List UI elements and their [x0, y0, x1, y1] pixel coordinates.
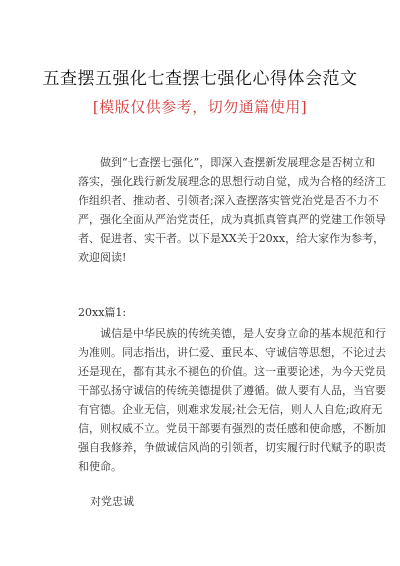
document-title: 五查摆五强化七查摆七强化心得体会范文 [42, 69, 358, 89]
intro-line: 严，强化全面从严治党责任，成为真抓真管真严的党建工作领导 [78, 213, 386, 226]
body-line: 干部弘扬守诚信的传统美德提供了遵循。做人要有人品，当官要 [78, 384, 386, 397]
intro-line: 欢迎阅读! [78, 251, 127, 264]
intro-line: 做到“七查摆七强化”，即深入查摆新发展理念是否树立和 [78, 156, 376, 169]
body-line: 有官德。企业无信，则难求发展;社会无信，则人人自危;政府无 [78, 403, 383, 416]
intro-line: 落实，强化践行新发展理念的思想行动自觉，成为合格的经济工 [78, 175, 386, 188]
intro-line: 作组织者、推动者、引领者;深入查摆落实管党治党是否不力不 [78, 194, 379, 207]
next-section-heading: 对党忠诚 [90, 495, 134, 508]
intro-line: 者、促进者、实干者。以下是XX关于20xx，给大家作为参考， [78, 232, 385, 245]
intro-paragraph [78, 153, 386, 267]
document-subtitle: [模版仅供参考，切勿通篇使用] [92, 98, 308, 116]
body-line: 还是现在，都有其永不褪色的价值。这一重要论述，为今天党员 [78, 365, 386, 378]
body-line: 强自我修养，争做诚信风尚的引领者，切实履行时代赋予的职责 [78, 441, 386, 454]
body-paragraph [78, 324, 386, 476]
body-line: 诚信是中华民族的传统美德，是人安身立命的基本规范和行 [78, 327, 386, 340]
section-heading: 20xx篇1: [78, 306, 127, 319]
body-line: 为准则。同志指出，讲仁爱、重民本、守诚信等思想，不论过去 [78, 346, 386, 359]
body-line: 和使命。 [78, 460, 122, 473]
body-line: 信，则权威不立。党员干部要有强烈的责任感和使命感，不断加 [78, 422, 386, 435]
